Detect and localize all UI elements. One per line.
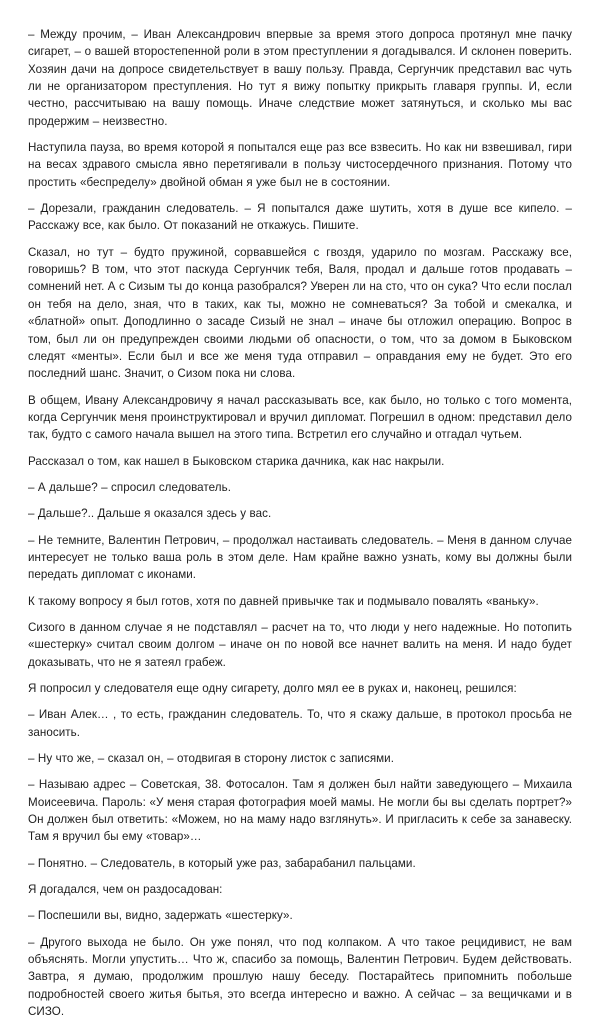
paragraph: Сизого в данном случае я не подставлял – расчет на то, что люди у него надежные. Но потопить «шестерку» считал своим долгом – иначе он по новой все начнет валить на меня. И надо будет доказывать, что не я затеял грабеж. [28, 620, 572, 669]
document-text-body [28, 26, 572, 1021]
paragraph: Наступила пауза, во время которой я попытался еще раз все взвесить. Но как ни взвешивал, гири на весах здравого смысла явно перетягивали в пользу чистосердечного признания. Потому что простить «беспределу» двойной обман я уже был не в состоянии. [28, 141, 572, 189]
paragraph: – Иван Алек… , то есть, гражданин следователь. То, что я скажу дальше, в протокол просьба не заносить. [28, 708, 572, 739]
paragraph: – А дальше? – спросил следователь. [28, 480, 231, 494]
paragraph: Рассказал о том, как нашел в Быковском старика дачника, как нас накрыли. [28, 454, 445, 468]
paragraph: Сказал, но тут – будто пружиной, сорвавшейся с гвоздя, ударило по мозгам. Расскажу все, говоришь? В том, что этот паскуда Сергунчик тебя, Валя, продал и дальше готов продавать – сомнений нет. А с Сизым ты до конца разобрался? Уверен ли на сто, что он сука? Что если послал он тебя на дело, зная, что в таких, как ты, можно не сомневаться? За тобой и смекалка, и «блатной» опыт. Доподлинно о засаде Сизый не знал – иначе бы отложил операцию. Вопрос в том, был ли он предупрежден своими людьми об опасности, о том, что за домом в Быковском следят «менты». Если был и все же меня туда отправил – оправдания ему не будет. Это его последний шанс. Значит, о Сизом пока ни слова. [28, 245, 572, 381]
paragraph: Я попросил у следователя еще одну сигарету, долго мял ее в руках и, наконец, решился: [28, 682, 517, 695]
paragraph: – Между прочим, – Иван Александрович впервые за время этого допроса протянул мне пачку сигарет, – о вашей второстепенной роли в этом преступлении я догадывался. И склонен поверить. Хозяин дачи на допросе свидетельствует в вашу пользу. Правда, Сергунчик представил вас чуть ли не организатором преступления. Но тут я вижу попытку прикрыть главаря группы. И, если честно, рассчитываю на вашу помощь. Иначе следствие может затянуться, и сколько мы вас продержим – неизвестно. [28, 28, 572, 128]
paragraph: К такому вопросу я был готов, хотя по давней привычке так и подмывало повалять «ваньку». [28, 594, 539, 608]
paragraph: – Дорезали, гражданин следователь. – Я попытался даже шутить, хотя в душе все кипело. – Расскажу все, как было. От показаний не откажусь. Пишите. [28, 202, 572, 233]
paragraph: – Понятно. – Следователь, в который уже раз, забарабанил пальцами. [28, 856, 416, 870]
paragraph: – Поспешили вы, видно, задержать «шестерку». [28, 909, 293, 923]
paragraph: В общем, Ивану Александровичу я начал рассказывать все, как было, но только с того момента, когда Сергунчик меня проинструктировал и вручил дипломат. Погрешил в одном: представил дело так, будто с самого начала вышел на этого типа. Встретил его случайно и отгадал чутьем. [28, 393, 572, 442]
paragraph: – Дальше?.. Дальше я оказался здесь у вас. [28, 507, 272, 521]
paragraph: – Ну что же, – сказал он, – отодвигая в сторону листок с записями. [28, 752, 394, 766]
paragraph: – Называю адрес – Советская, 38. Фотосалон. Там я должен был найти заведующего – Михаила Моисеевича. Пароль: «У меня старая фотография моей мамы. Не могли бы вы сделать портрет?» Он должен был ответить: «Можем, но на маму надо взглянуть». И пригласить к себе за занавеску. Там я вручил бы ему «товар»… [28, 778, 572, 844]
paragraph: – Не темните, Валентин Петрович, – продолжал настаивать следователь. – Меня в данном случае интересует не только ваша роль в этом деле. Нам крайне важно узнать, кому вы должны были передать дипломат с иконами. [28, 533, 572, 582]
paragraph: Я догадался, чем он раздосадован: [28, 883, 223, 897]
paragraph: – Другого выхода не было. Он уже понял, что под колпаком. А что такое рецидивист, не вам объяснять. Могли упустить… Что ж, спасибо за помощь, Валентин Петрович. Будем действовать. Завтра, я думаю, продолжим прошлую нашу беседу. Постарайтесь припомнить побольше подробностей своего житья бытья, это всегда интересно и важно. А сейчас – за вещичками и в СИЗО. [28, 935, 572, 1019]
